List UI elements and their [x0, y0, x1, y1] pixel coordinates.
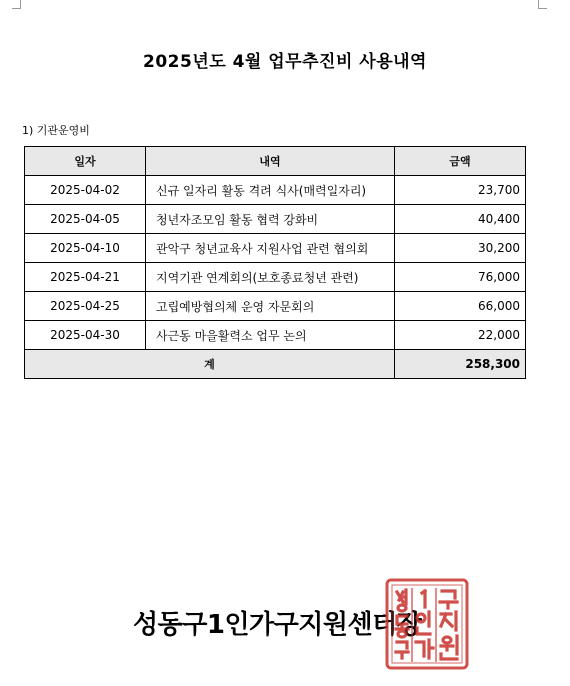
- header-description: 내역: [146, 147, 395, 176]
- table-row: [25, 292, 526, 321]
- organization-name: 성동구1인가구지원센터장: [133, 610, 422, 640]
- table-row: [25, 321, 526, 350]
- row-description: 청년자조모임 활동 협력 강화비: [146, 205, 395, 234]
- row-description: 고립예방협의체 운영 자문회의: [146, 292, 395, 321]
- row-description: 지역기관 연계회의(보호종료청년 관련): [146, 263, 395, 292]
- total-amount: 258,300: [395, 350, 526, 379]
- row-date: 2025-04-10: [25, 234, 146, 263]
- row-date: 2025-04-02: [25, 176, 146, 205]
- total-label: 계: [25, 350, 395, 379]
- section-heading: 1) 기관운영비: [22, 124, 90, 137]
- document-title: 2025년도 4월 업무추진비 사용내역: [143, 52, 427, 72]
- table-header-row: [25, 147, 526, 176]
- row-description: 신규 일자리 활동 격려 식사(매력일자리): [146, 176, 395, 205]
- table-row: [25, 176, 526, 205]
- table-row: [25, 263, 526, 292]
- row-date: 2025-04-30: [25, 321, 146, 350]
- page-corner-mark-left: [12, 0, 21, 9]
- row-amount: 23,700: [395, 176, 526, 205]
- official-seal-stamp: [385, 578, 469, 670]
- row-description: 사근동 마을활력소 업무 논의: [146, 321, 395, 350]
- row-description: 관악구 청년교육사 지원사업 관련 협의회: [146, 234, 395, 263]
- row-amount: 40,400: [395, 205, 526, 234]
- page-corner-mark-right: [538, 0, 547, 9]
- row-amount: 22,000: [395, 321, 526, 350]
- table-row: [25, 205, 526, 234]
- table-row: [25, 234, 526, 263]
- row-date: 2025-04-05: [25, 205, 146, 234]
- row-amount: 76,000: [395, 263, 526, 292]
- row-amount: 66,000: [395, 292, 526, 321]
- expense-table: [24, 146, 526, 379]
- header-amount: 금액: [395, 147, 526, 176]
- row-amount: 30,200: [395, 234, 526, 263]
- header-date: 일자: [25, 147, 146, 176]
- row-date: 2025-04-25: [25, 292, 146, 321]
- total-row: [25, 350, 526, 379]
- row-date: 2025-04-21: [25, 263, 146, 292]
